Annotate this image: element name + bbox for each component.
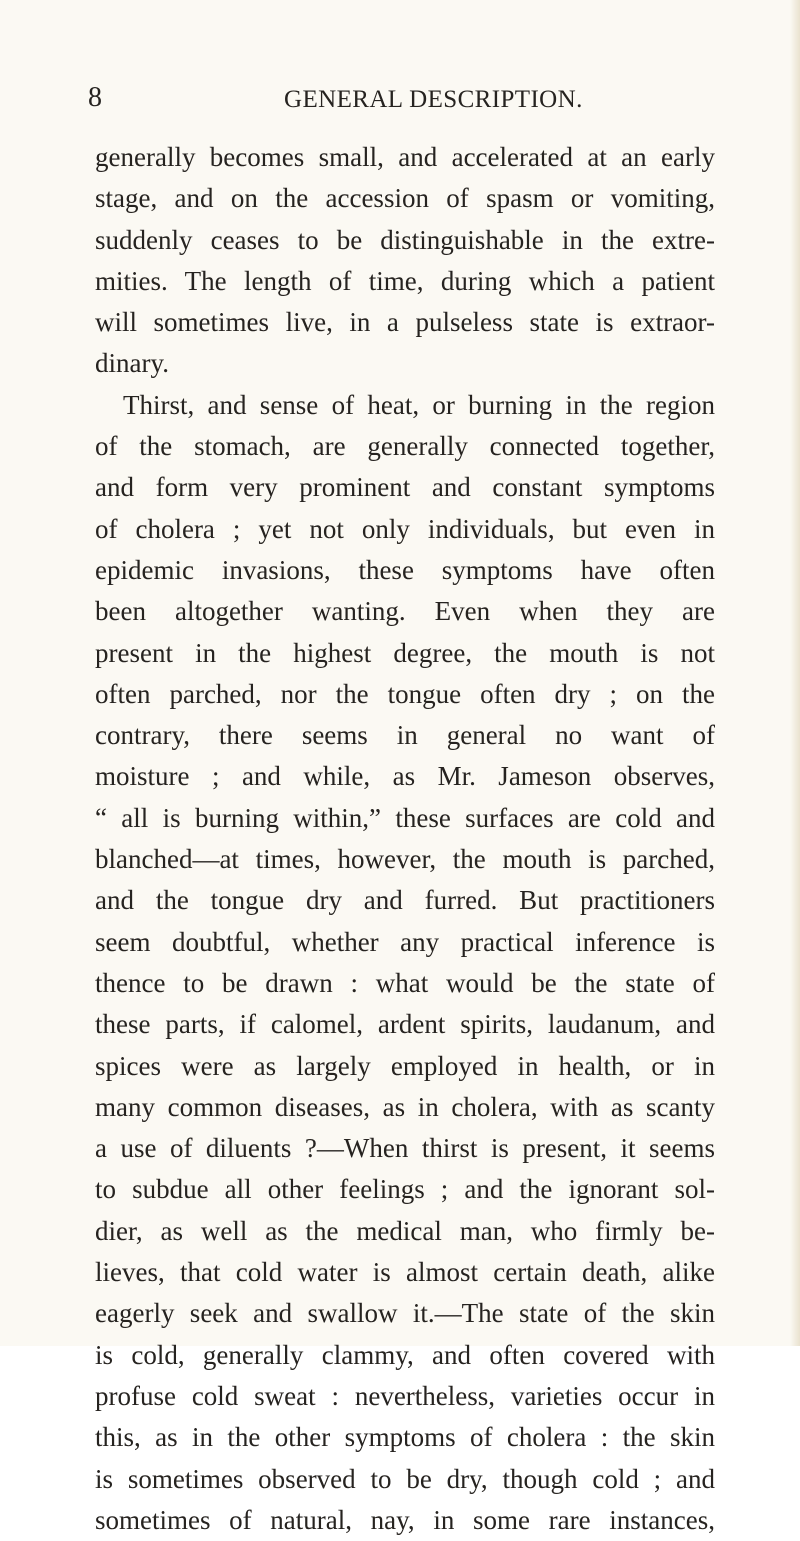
text-line: many common diseases, as in cholera, with as scanty [95, 1091, 715, 1122]
page-number: 8 [88, 82, 102, 113]
text-line: spices were as largely employed in health, or in [95, 1050, 715, 1081]
text-line: seem doubtful, whether any practical inference is [95, 926, 715, 957]
text-line: contrary, there seems in general no want of [95, 720, 715, 751]
text-line: these parts, if calomel, ardent spirits, laudanum, and [95, 1009, 715, 1040]
text-line: to subdue all other feelings ; and the ignorant sol- [95, 1174, 715, 1205]
text-line: lieves, that cold water is almost certain death, alike [95, 1257, 715, 1288]
text-line: and form very prominent and constant symptoms [95, 472, 715, 503]
text-line: thence to be drawn : what would be the state of [95, 967, 715, 998]
text-line: dier, as well as the medical man, who firmly be- [95, 1215, 715, 1246]
text-line: blanched—at times, however, the mouth is parched, [95, 844, 715, 875]
text-line: of cholera ; yet not only individuals, but even in [95, 513, 715, 544]
text-line: of the stomach, are generally connected together, [95, 431, 715, 462]
text-line: a use of diluents ?—When thirst is present, it seems [95, 1133, 715, 1164]
text-line: will sometimes live, in a pulseless state is extraor- [95, 307, 715, 338]
text-line: present in the highest degree, the mouth is not [95, 637, 715, 668]
text-line: is cold, generally clammy, and often covered with [95, 1339, 715, 1370]
text-line: generally becomes small, and accelerated at an early [95, 142, 715, 172]
text-line: been altogether wanting. Even when they are [95, 596, 715, 627]
text-line: and the tongue dry and furred. But practitioners [95, 885, 715, 916]
text-line: sometimes of natural, nay, in some rare instances, [95, 1504, 715, 1535]
text-line: suddenly ceases to be distinguishable in the extre- [95, 224, 715, 255]
text-line: is sometimes observed to be dry, though cold ; and [95, 1463, 715, 1494]
text-line: dinary. [95, 348, 169, 379]
text-line: “ all is burning within,” these surfaces are cold and [95, 802, 715, 833]
text-line: moisture ; and while, as Mr. Jameson observes, [95, 761, 715, 792]
page-edge-shadow [790, 0, 800, 1346]
text-line: mities. The length of time, during which a patient [95, 265, 715, 296]
text-line: often parched, nor the tongue often dry ; on the [95, 678, 715, 709]
body-text [95, 137, 715, 1541]
running-head: GENERAL DESCRIPTION. [284, 86, 583, 113]
text-line: this, as in the other symptoms of cholera : the skin [95, 1422, 715, 1453]
text-line: Thirst, and sense of heat, or burning in the region [123, 389, 715, 420]
text-line: eagerly seek and swallow it.—The state of the skin [95, 1298, 715, 1329]
text-line: profuse cold sweat : nevertheless, varieties occur in [95, 1380, 715, 1411]
text-line: epidemic invasions, these symptoms have often [95, 554, 715, 585]
text-line: stage, and on the accession of spasm or vomiting, [95, 183, 715, 214]
page-header [88, 82, 715, 122]
